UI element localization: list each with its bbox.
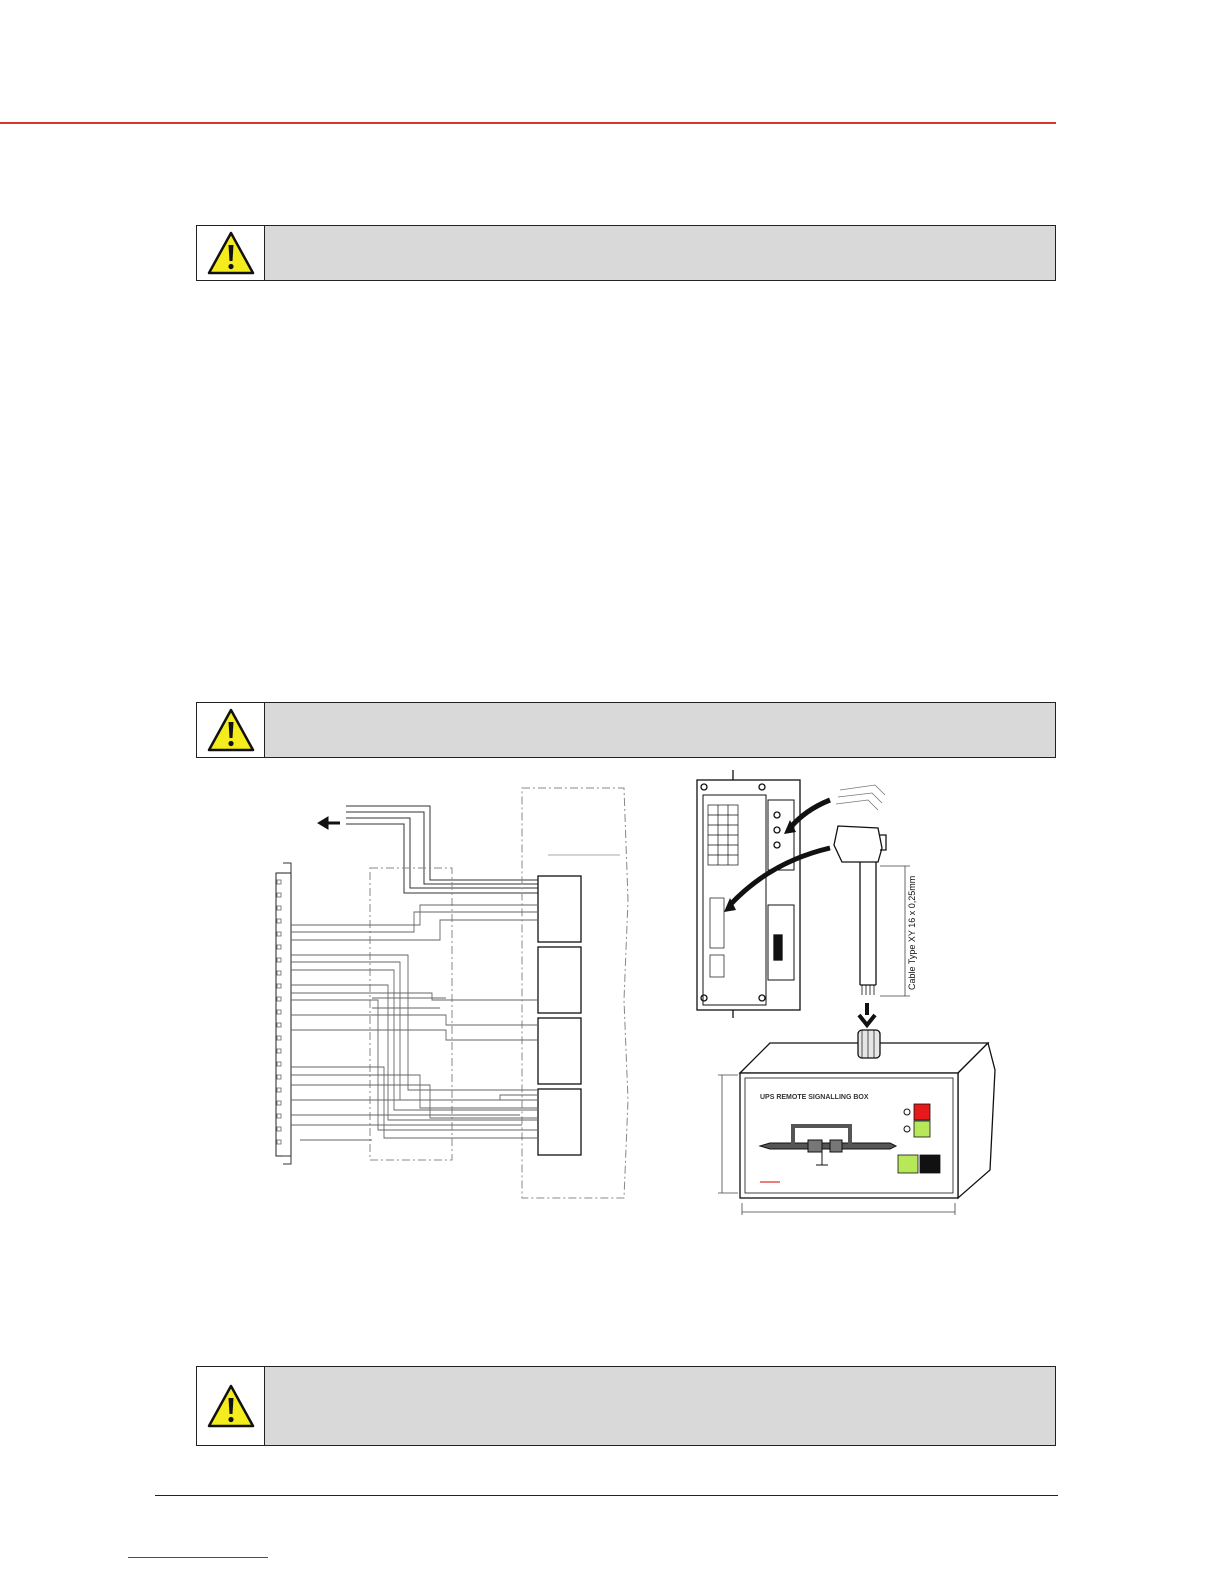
warning-text	[265, 1367, 1055, 1445]
normal-green-indicator	[914, 1121, 930, 1137]
cable-label: Cable Type XY 16 x 0,25mm	[907, 875, 917, 990]
connection-figure	[0, 770, 1224, 1230]
alarm-red-indicator	[914, 1104, 930, 1120]
led-normal-icon	[904, 1126, 910, 1132]
warning-text	[265, 703, 1055, 757]
terminal-pins	[277, 880, 281, 1144]
warning-icon-cell	[197, 703, 265, 757]
warning-box	[196, 1366, 1056, 1446]
warning-triangle-icon	[206, 707, 256, 753]
led-alarm-icon	[904, 1109, 910, 1115]
remote-signalling-box	[740, 1030, 995, 1198]
reset-button	[920, 1155, 940, 1173]
loose-wires	[836, 785, 885, 810]
warning-text	[265, 226, 1055, 280]
wiring-diagram	[276, 788, 628, 1198]
cable-length-dimension	[880, 866, 910, 996]
warning-box	[196, 225, 1056, 281]
down-arrow-icon	[859, 1003, 875, 1025]
warning-triangle-icon	[206, 230, 256, 276]
box-title: UPS REMOTE SIGNALLING BOX	[760, 1094, 869, 1101]
warning-triangle-icon	[206, 1383, 256, 1429]
footer-link[interactable]	[128, 1557, 268, 1558]
ups-rear-panel	[697, 770, 800, 1018]
warning-icon-cell	[197, 226, 265, 280]
header-rule	[0, 122, 1056, 124]
footer-rule	[155, 1495, 1058, 1496]
warning-icon-cell	[197, 1367, 265, 1445]
dsub-connector	[834, 826, 886, 862]
warning-box	[196, 702, 1056, 758]
test-button	[898, 1155, 918, 1173]
signal-cable	[860, 862, 876, 995]
